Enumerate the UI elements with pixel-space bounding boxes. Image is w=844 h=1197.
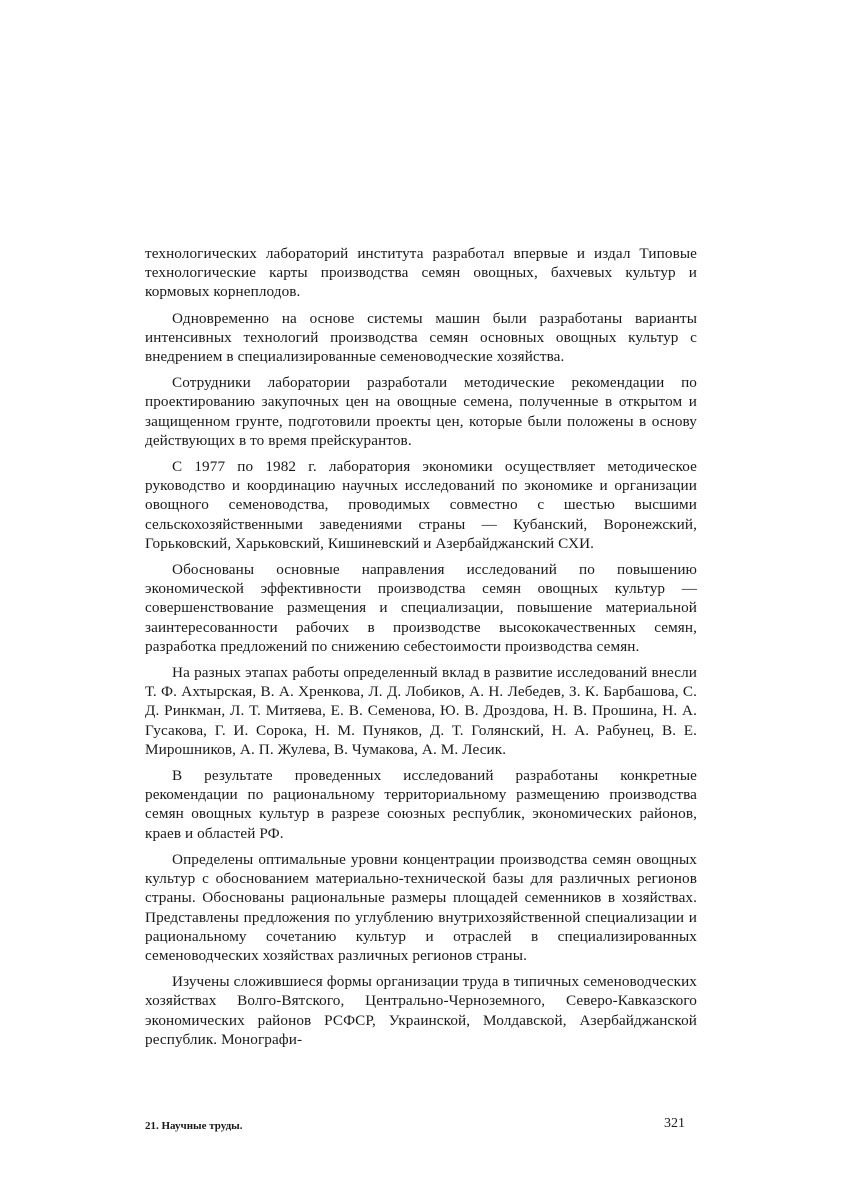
paragraph-8: Определены оптимальные уровни концентрации производства семян овощных культур с обоснованием материально-технической базы для различных регионов страны. Обоснованы рациональные размеры площадей семенников в хозяйствах. Представлены предложения по углублению внутрихозяйственной специализации и рациональному сочетанию культур и отраслей в специализированных семеноводческих хозяйствах различных регионов страны.	[145, 850, 697, 964]
paragraph-1: технологических лабораторий института разработал впервые и издал Типовые технологические карты производства семян овощных, бахчевых культур и кормовых корнеплодов.	[145, 245, 697, 301]
signature-mark: 21. Научные труды.	[145, 1120, 243, 1132]
paragraph-9: Изучены сложившиеся формы организации труда в типичных семеноводческих хозяйствах Волго-Вятского, Центрально-Черноземного, Северо-Кавказского экономических районов РСФСР, Украинской, Молдавской, Азербайджанской республик. Монографи-	[145, 973, 697, 1048]
paragraph-7: В результате проведенных исследований разработаны конкретные рекомендации по рациональному территориальному размещению производства семян овощных культур в разрезе союзных республик, экономических районов, краев и областей РФ.	[145, 767, 697, 842]
page-body	[145, 244, 697, 1056]
page-number: 321	[664, 1116, 685, 1131]
paragraph-3: Сотрудники лаборатории разработали методические рекомендации по проектированию закупочных цен на овощные семена, полученные в открытом и защищенном грунте, подготовили проекты цен, которые были положены в основу действующих в то время прейскурантов.	[145, 374, 697, 449]
paragraph-4: С 1977 по 1982 г. лаборатория экономики осуществляет методическое руководство и координацию научных исследований по экономике и организации овощного семеноводства, проводимых совместно с шестью высшими сельскохозяйственными заведениями страны — Кубанский, Воронежский, Горьковский, Харьковский, Кишиневский и Азербайджанский СХИ.	[145, 458, 697, 552]
paragraph-6: На разных этапах работы определенный вклад в развитие исследований внесли Т. Ф. Ахтырская, В. А. Хренкова, Л. Д. Лобиков, А. Н. Лебедев, З. К. Барбашова, С. Д. Ринкман, Л. Т. Митяева, Е. В. Семенова, Ю. В. Дроздова, Н. В. Прошина, Н. А. Гусакова, Г. И. Сорока, Н. М. Пуняков, Д. Т. Голянский, Н. А. Рабунец, В. Е. Мирошников, А. П. Жулева, В. Чумакова, А. М. Лесик.	[145, 664, 697, 758]
paragraph-5: Обоснованы основные направления исследований по повышению экономической эффективности производства семян овощных культур — совершенствование размещения и специализации, повышение материальной заинтересованности рабочих в производстве высококачественных семян, разработка предложений по снижению себестоимости производства семян.	[145, 561, 697, 655]
paragraph-2: Одновременно на основе системы машин были разработаны варианты интенсивных технологий производства семян основных овощных культур с внедрением в специализированные семеноводческие хозяйства.	[145, 309, 697, 366]
